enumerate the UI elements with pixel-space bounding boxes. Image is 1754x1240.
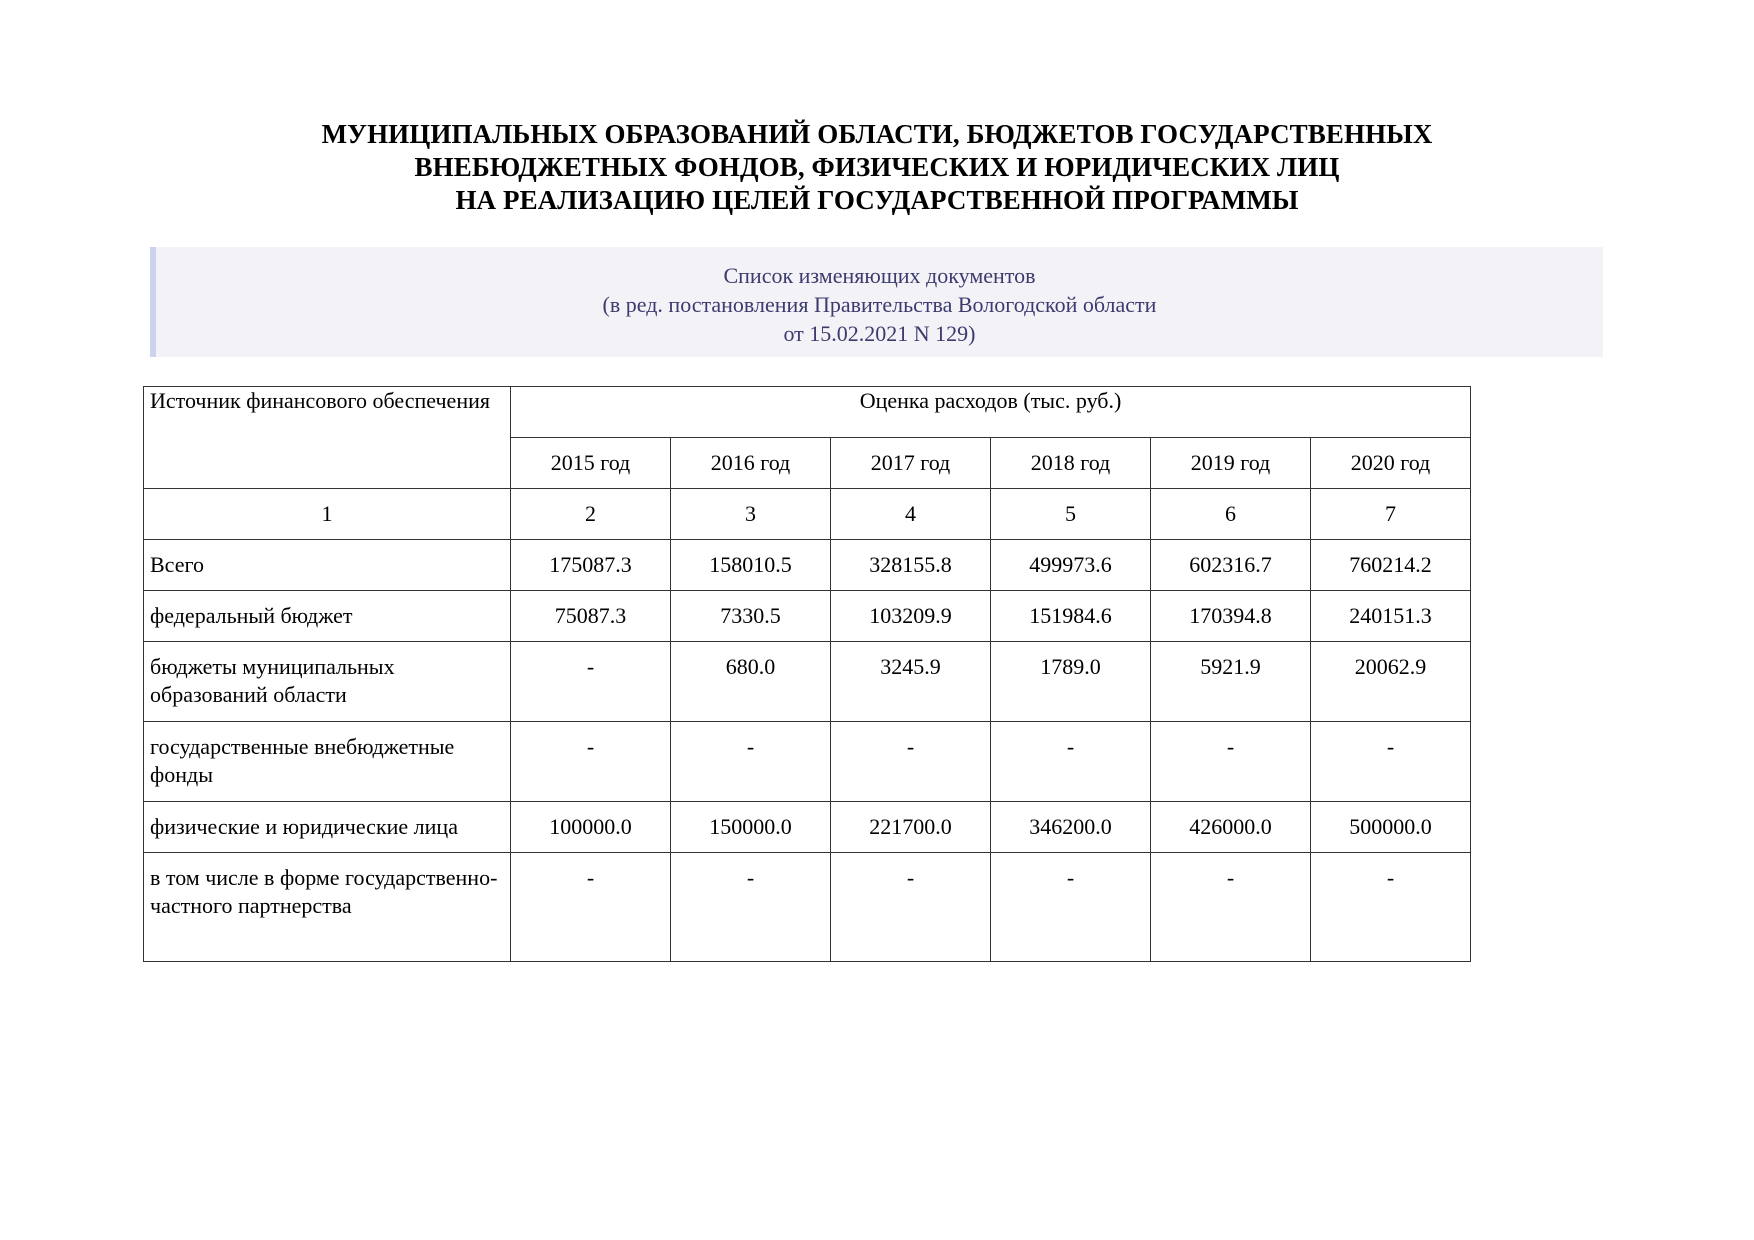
source-cell: бюджеты муниципальных образований области (144, 642, 511, 722)
column-number: 5 (991, 489, 1151, 540)
document-title (0, 118, 1754, 217)
value-cell: 5921.9 (1151, 642, 1311, 722)
title-line: МУНИЦИПАЛЬНЫХ ОБРАЗОВАНИЙ ОБЛАСТИ, БЮДЖЕТОВ ГОСУДАРСТВЕННЫХ (321, 119, 1433, 149)
column-number-row (144, 489, 1471, 540)
column-number: 2 (511, 489, 671, 540)
value-cell: 680.0 (671, 642, 831, 722)
column-number: 6 (1151, 489, 1311, 540)
column-number: 3 (671, 489, 831, 540)
value-cell: - (831, 722, 991, 802)
value-cell: - (671, 853, 831, 962)
table-row (144, 802, 1471, 853)
value-cell: - (1311, 853, 1471, 962)
year-header: 2019 год (1151, 438, 1311, 489)
value-cell: 760214.2 (1311, 540, 1471, 591)
value-cell: 602316.7 (1151, 540, 1311, 591)
year-header: 2020 год (1311, 438, 1471, 489)
value-cell: 100000.0 (511, 802, 671, 853)
value-cell: 150000.0 (671, 802, 831, 853)
table-row (144, 540, 1471, 591)
year-header: 2016 год (671, 438, 831, 489)
table-row (144, 591, 1471, 642)
value-cell: 175087.3 (511, 540, 671, 591)
table-header-row (144, 387, 1471, 438)
value-cell: 151984.6 (991, 591, 1151, 642)
value-cell: - (991, 722, 1151, 802)
estimate-header: Оценка расходов (тыс. руб.) (511, 387, 1471, 438)
value-cell: 499973.6 (991, 540, 1151, 591)
source-header: Источник финансового обеспечения (144, 387, 511, 489)
table-row (144, 853, 1471, 962)
year-header: 2017 год (831, 438, 991, 489)
value-cell: - (671, 722, 831, 802)
value-cell: - (511, 853, 671, 962)
value-cell: - (511, 722, 671, 802)
column-number: 4 (831, 489, 991, 540)
table-row (144, 722, 1471, 802)
source-cell: Всего (144, 540, 511, 591)
value-cell: 346200.0 (991, 802, 1151, 853)
value-cell: 20062.9 (1311, 642, 1471, 722)
value-cell: 158010.5 (671, 540, 831, 591)
value-cell: - (1311, 722, 1471, 802)
value-cell: 103209.9 (831, 591, 991, 642)
amending-documents-reference: (в ред. постановления Правительства Вологодской области (602, 292, 1157, 317)
column-number: 1 (144, 489, 511, 540)
value-cell: - (1151, 853, 1311, 962)
value-cell: 170394.8 (1151, 591, 1311, 642)
value-cell: 3245.9 (831, 642, 991, 722)
source-cell: государственные внебюджетные фонды (144, 722, 511, 802)
value-cell: - (991, 853, 1151, 962)
year-header: 2015 год (511, 438, 671, 489)
value-cell: 1789.0 (991, 642, 1151, 722)
value-cell: 75087.3 (511, 591, 671, 642)
value-cell: - (1151, 722, 1311, 802)
title-line: НА РЕАЛИЗАЦИЮ ЦЕЛЕЙ ГОСУДАРСТВЕННОЙ ПРОГРАММЫ (455, 185, 1299, 215)
value-cell: 500000.0 (1311, 802, 1471, 853)
title-line: ВНЕБЮДЖЕТНЫХ ФОНДОВ, ФИЗИЧЕСКИХ И ЮРИДИЧЕСКИХ ЛИЦ (414, 152, 1340, 182)
value-cell: 7330.5 (671, 591, 831, 642)
financing-table (143, 386, 1471, 962)
value-cell: - (511, 642, 671, 722)
column-number: 7 (1311, 489, 1471, 540)
value-cell: 426000.0 (1151, 802, 1311, 853)
value-cell: 221700.0 (831, 802, 991, 853)
value-cell: 240151.3 (1311, 591, 1471, 642)
value-cell: 328155.8 (831, 540, 991, 591)
amending-documents-date: от 15.02.2021 N 129) (783, 321, 976, 346)
table-row (144, 642, 1471, 722)
source-cell: федеральный бюджет (144, 591, 511, 642)
amending-documents-heading: Список изменяющих документов (723, 263, 1036, 288)
year-header: 2018 год (991, 438, 1151, 489)
value-cell: - (831, 853, 991, 962)
source-cell: физические и юридические лица (144, 802, 511, 853)
amending-documents-box (150, 247, 1603, 357)
source-cell: в том числе в форме государственно-частного партнерства (144, 853, 511, 962)
